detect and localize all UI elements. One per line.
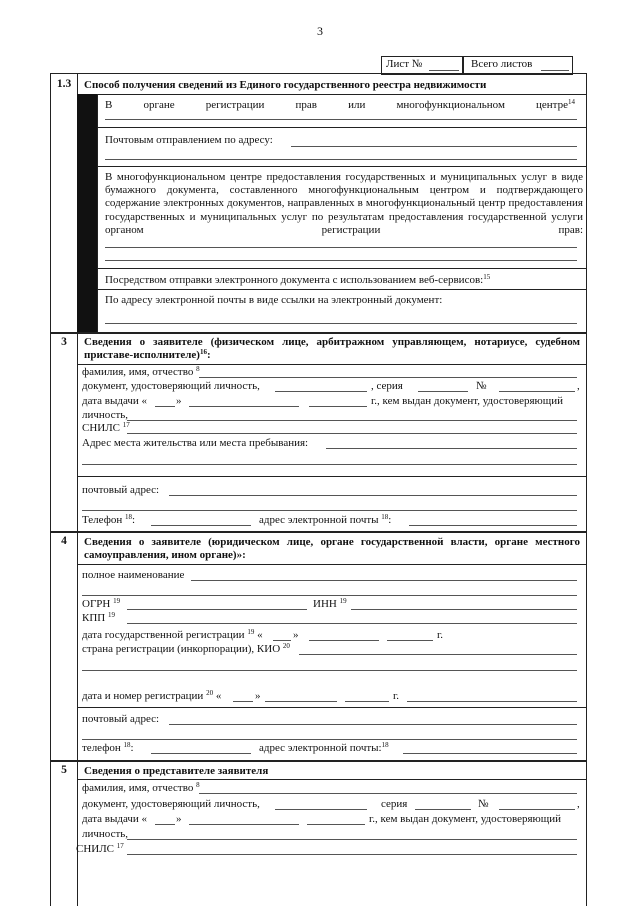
applicant-address-label: Адрес места жительства или места пребывания:	[82, 437, 309, 449]
org-country-field-2[interactable]	[82, 670, 577, 671]
org-country-text: страна регистрации (инкорпорации), КИО	[82, 643, 281, 655]
footnote-ref: 17	[116, 842, 124, 850]
page-number: 3	[317, 24, 323, 38]
section-divider	[51, 332, 586, 334]
section-3-title-line1: Сведения о заявителе (физическом лице, арбитражном управляющем, нотариусе, судебном	[84, 336, 580, 348]
rep-series-label: серия	[381, 798, 408, 810]
org-regnum-day-field[interactable]	[233, 701, 253, 702]
rep-issued-by-field[interactable]	[127, 839, 577, 840]
footnote-ref: 20	[206, 689, 214, 697]
org-phone-field[interactable]	[151, 753, 251, 754]
applicant-issue-date-label: дата выдачи «	[82, 395, 148, 407]
delivery-option-registration-body[interactable]	[105, 99, 575, 112]
org-postal-label: почтовый адрес:	[82, 713, 160, 725]
applicant-postal-label: почтовый адрес:	[82, 484, 160, 496]
applicant-snils-text: СНИЛС	[82, 422, 121, 434]
sheet-number-field[interactable]	[429, 70, 459, 71]
org-inn-field[interactable]	[351, 609, 577, 610]
comma: ,	[577, 798, 580, 810]
footnote-ref: 16	[199, 348, 207, 356]
org-fullname-field-2[interactable]	[82, 595, 577, 596]
rep-issue-year-field[interactable]	[307, 824, 365, 825]
org-regdate-year-field[interactable]	[387, 640, 433, 641]
divider	[77, 94, 586, 95]
applicant-series-field[interactable]	[418, 391, 468, 392]
rep-identity-label: личность,	[82, 828, 129, 840]
rep-issue-day-field[interactable]	[155, 824, 175, 825]
divider	[97, 289, 586, 290]
applicant-snils-field[interactable]	[127, 433, 577, 434]
footnote-ref: 8	[196, 365, 200, 373]
section-3-number: 3	[61, 336, 67, 348]
applicant-fio-field[interactable]	[199, 377, 577, 378]
applicant-phone-text: Телефон	[82, 514, 123, 526]
org-inn-label	[313, 598, 347, 611]
section-3-title-line2: приставе-исполнителе)$^{16}$:	[84, 348, 211, 361]
org-email-field[interactable]	[403, 753, 577, 754]
footnote-ref: 18	[123, 741, 131, 749]
applicant-id-doc-label: документ, удостоверяющий личность,	[82, 380, 260, 392]
applicant-id-doc-field[interactable]	[275, 391, 367, 392]
footnote-ref: 19	[339, 597, 347, 605]
delivery-option-mfc-paper-field-2[interactable]	[105, 260, 577, 261]
org-postal-field[interactable]	[169, 724, 577, 725]
option-column-divider	[97, 94, 98, 332]
org-kpp-text: КПП	[82, 612, 106, 624]
footnote-ref: 20	[282, 642, 290, 650]
applicant-email-field[interactable]	[409, 525, 577, 526]
divider	[97, 166, 586, 167]
footnote-ref: 15	[483, 273, 491, 281]
divider	[77, 707, 586, 708]
word: многофункциональном	[396, 99, 505, 111]
org-regnum-month-field[interactable]	[265, 701, 337, 702]
org-regnum-number-field[interactable]	[407, 701, 577, 702]
applicant-phone-field[interactable]	[151, 525, 251, 526]
rep-number-field[interactable]	[499, 809, 575, 810]
org-email-label	[259, 742, 389, 755]
delivery-option-webservice-label[interactable]	[105, 274, 490, 287]
footnote-ref: 14	[568, 98, 575, 106]
delivery-option-webservice-text: Посредством отправки электронного документа с использованием веб-сервисов:	[105, 274, 484, 286]
section-divider	[51, 760, 586, 762]
applicant-fio-text: фамилия, имя, отчество	[82, 366, 194, 378]
year-suffix: г.	[437, 629, 444, 641]
rep-number-label: №	[478, 798, 489, 810]
org-ogrn-text: ОГРН	[82, 598, 111, 610]
rep-issue-date-label: дата выдачи «	[82, 813, 148, 825]
quote-close: »	[293, 629, 299, 641]
applicant-issue-month-field[interactable]	[189, 406, 299, 407]
section-divider	[51, 531, 586, 533]
rep-fio-label	[82, 782, 200, 795]
year-suffix: г.	[393, 690, 400, 702]
section-4-title-line2: самоуправления, ином органе)»:	[84, 549, 246, 561]
org-regdate-text: дата государственной регистрации	[82, 629, 245, 641]
section-4-title-line1: Сведения о заявителе (юридическом лице, органе государственной власти, органе местного	[84, 536, 580, 548]
sheet-number-label: Лист №	[386, 58, 423, 70]
org-phone-label: телефон $^{18}$:	[82, 741, 134, 754]
applicant-issued-by-label: г., кем выдан документ, удостоверяющий	[371, 395, 563, 407]
delivery-option-mail-field[interactable]	[291, 146, 577, 147]
applicant-issue-year-field[interactable]	[309, 406, 367, 407]
footnote-ref: 19	[113, 597, 121, 605]
org-country-field[interactable]	[299, 654, 577, 655]
delivery-option-email-field[interactable]	[105, 323, 577, 324]
rep-id-doc-field[interactable]	[275, 809, 367, 810]
applicant-address-field[interactable]	[326, 448, 577, 449]
applicant-email-text: адрес электронной почты	[259, 514, 379, 526]
applicant-snils-label	[82, 422, 130, 435]
footnote-ref: 17	[122, 421, 130, 429]
org-inn-text: ИНН	[313, 598, 337, 610]
org-regnum-year-field[interactable]	[345, 701, 389, 702]
org-fullname-field[interactable]	[191, 580, 577, 581]
delivery-option-email-label[interactable]: По адресу электронной почты в виде ссылки на электронный документ:	[105, 294, 443, 306]
applicant-identity-label: личность,	[82, 409, 129, 421]
org-phone-text: телефон	[82, 742, 121, 754]
section-1-3-title: Способ получения сведений из Единого государственного реестра недвижимости	[84, 79, 487, 91]
section-4-number: 4	[61, 535, 67, 547]
org-regdate-month-field[interactable]	[309, 640, 379, 641]
org-ogrn-field[interactable]	[127, 609, 307, 610]
footnote-ref: 19	[107, 611, 115, 619]
org-regdate-day-field[interactable]	[273, 640, 291, 641]
org-postal-field-2[interactable]	[82, 739, 577, 740]
quote-open: «	[257, 629, 263, 641]
delivery-option-mail-label[interactable]: Почтовым отправлением по адресу:	[105, 134, 273, 146]
word: В	[105, 99, 113, 111]
divider	[97, 268, 586, 269]
section-1-3-number: 1.3	[56, 78, 72, 90]
rep-issue-month-field[interactable]	[189, 824, 299, 825]
applicant-postal-field[interactable]	[169, 495, 577, 496]
footnote-ref: 8	[196, 781, 200, 789]
org-fullname-label: полное наименование	[82, 569, 185, 581]
org-regnum-label	[82, 690, 221, 703]
delivery-option-mfc-paper-field[interactable]	[105, 247, 577, 248]
rep-fio-text: фамилия, имя, отчество	[82, 782, 194, 794]
org-kpp-field[interactable]	[127, 623, 577, 624]
comma: ,	[577, 380, 580, 392]
rep-snils-text: СНИЛС	[76, 843, 115, 855]
rep-snils-field[interactable]	[127, 854, 577, 855]
divider	[77, 564, 586, 565]
applicant-series-label: , серия	[371, 380, 403, 392]
divider	[77, 364, 586, 365]
org-regnum-text: дата и номер регистрации	[82, 690, 204, 702]
word: или	[348, 99, 366, 111]
footnote-ref: 18	[381, 741, 389, 749]
divider	[77, 779, 586, 780]
word: центре	[536, 99, 568, 111]
org-regdate-label	[82, 629, 263, 642]
applicant-postal-field-2[interactable]	[82, 510, 577, 511]
option-marker-bar	[77, 94, 97, 332]
total-sheets-label: Всего листов	[471, 58, 533, 70]
applicant-number-label: №	[476, 380, 487, 392]
applicant-address-field-2[interactable]	[82, 464, 577, 465]
org-ogrn-label	[82, 598, 120, 611]
section-5-number: 5	[61, 764, 67, 776]
divider	[97, 127, 586, 128]
org-kpp-label	[82, 612, 115, 625]
applicant-fio-label	[82, 366, 200, 379]
org-country-label	[82, 643, 290, 656]
divider	[77, 476, 586, 477]
quote-close: »	[176, 813, 182, 825]
word: органе	[143, 99, 175, 111]
rep-series-field[interactable]	[415, 809, 471, 810]
delivery-option-mfc-paper-text[interactable]: В многофункциональном центре предоставления государственных и муниципальных услуг в виде бумажного документа, составленного многофункциональным центром и подтверждающего содержание электронных документов, направленных в многофункциональный центр предоставления государственных и муниципальных услуг по результатам предоставления государственной услуги органом регистрации прав:	[105, 171, 583, 236]
quote-close: »	[255, 690, 261, 702]
applicant-phone-label: Телефон $^{18}$:	[82, 513, 136, 526]
applicant-issued-by-field[interactable]	[127, 420, 577, 421]
rep-snils-label	[76, 843, 124, 856]
section-3-title-text: приставе-исполнителе)	[84, 349, 200, 361]
total-sheets-field[interactable]	[541, 70, 569, 71]
applicant-number-field[interactable]	[499, 391, 575, 392]
delivery-option-registration-field[interactable]	[105, 119, 577, 120]
footnote-ref: 19	[247, 628, 255, 636]
rep-id-doc-label: документ, удостоверяющий личность,	[82, 798, 260, 810]
quote-open: «	[215, 690, 222, 702]
quote-close: »	[176, 395, 182, 407]
applicant-issue-day-field[interactable]	[155, 406, 175, 407]
word: регистрации	[205, 99, 265, 111]
section-5-title: Сведения о представителе заявителя	[84, 765, 269, 777]
rep-issued-by-label: г., кем выдан документ, удостоверяющий	[369, 813, 561, 825]
word: прав	[295, 99, 317, 111]
delivery-option-mail-field-2[interactable]	[105, 159, 577, 160]
org-email-text: адрес электронной почты:	[259, 742, 382, 754]
form-table	[50, 73, 587, 906]
applicant-email-label: адрес электронной почты $^{18}$:	[259, 513, 392, 526]
rep-fio-field[interactable]	[199, 793, 577, 794]
footnote-ref: 18	[124, 513, 132, 521]
footnote-ref: 18	[381, 513, 389, 521]
